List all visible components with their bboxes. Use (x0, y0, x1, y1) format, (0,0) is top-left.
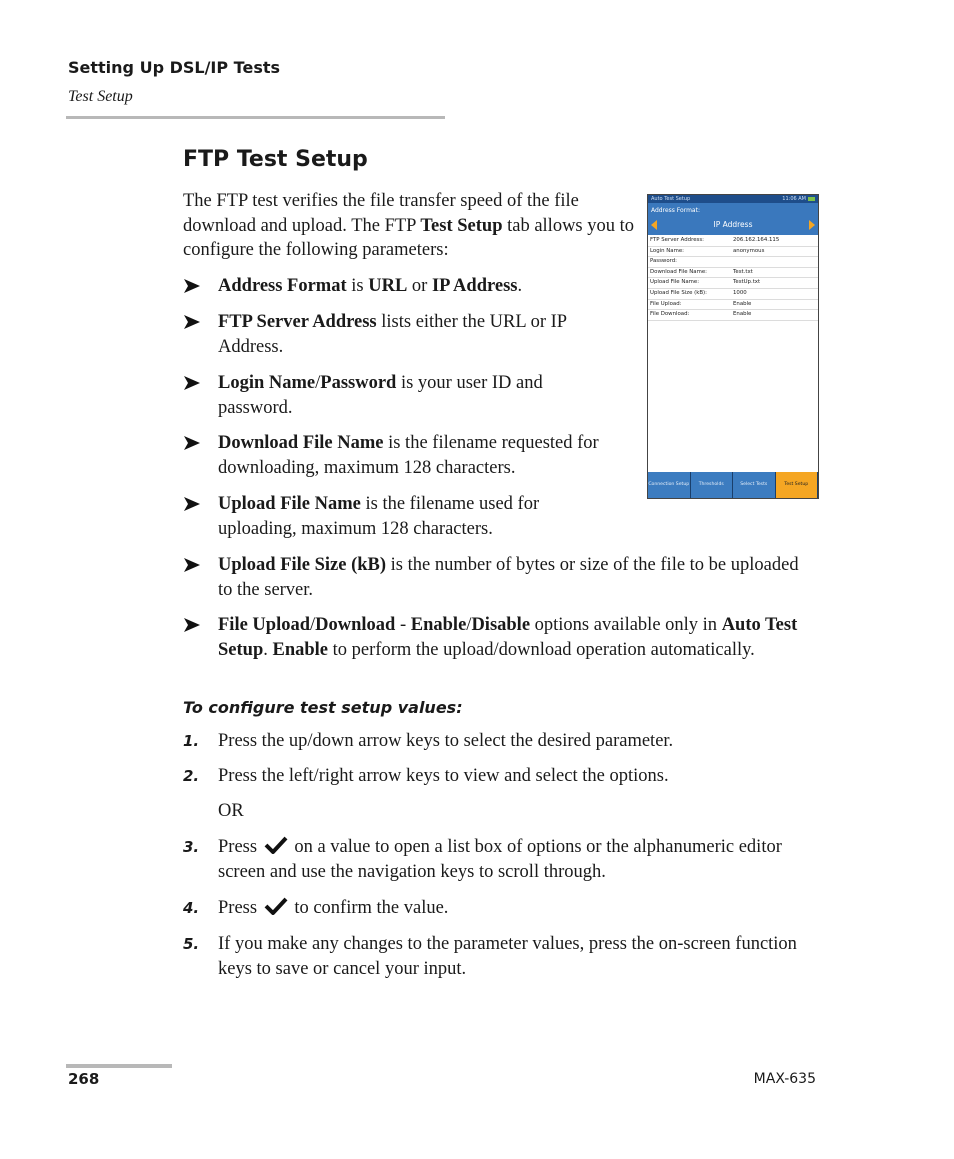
device-tab-thresholds[interactable]: Thresholds (691, 472, 734, 498)
parameter-name: Download File Name: (650, 268, 707, 275)
device-parameter-row[interactable] (648, 278, 818, 289)
bullet-arrow-icon (183, 495, 201, 513)
bullet-text-part: is the filename requested for downloading, maximum 128 characters. (218, 433, 599, 478)
parameter-name: Login Name: (650, 247, 684, 254)
procedure-or (183, 799, 823, 824)
device-parameter-list (648, 236, 818, 321)
bullet-arrow-icon (183, 374, 201, 392)
step-number: 1. (183, 732, 200, 750)
bullet-item (183, 371, 603, 420)
procedure-step (183, 896, 823, 921)
parameter-value: Enable (733, 311, 752, 318)
bullet-text-part: is your user ID and password. (218, 373, 543, 418)
bullet-text-part: lists either the URL or IP Address. (218, 312, 567, 357)
bullet-text-part: . (517, 276, 523, 296)
step-number: 2. (183, 767, 200, 785)
bullet-text-part: FTP Server Address (218, 312, 377, 332)
device-parameter-row[interactable] (648, 268, 818, 279)
bullet-text-part: Disable (471, 615, 531, 635)
device-address-format-selector[interactable] (648, 203, 818, 235)
header-divider (66, 116, 445, 119)
bullet-arrow-icon (183, 556, 201, 574)
parameter-value: 206.162.164.115 (733, 237, 780, 243)
step-number: 4. (183, 899, 200, 917)
bullet-text-part: Download File Name (218, 433, 384, 453)
procedure-step (183, 932, 823, 981)
or-text: OR (218, 801, 244, 821)
intro-text-bold: Test Setup (420, 215, 503, 236)
bullet-text-part: is the number of bytes or size of the file to be uploaded to the server. (218, 555, 799, 600)
address-format-label: Address Format: (651, 207, 700, 214)
section-title: FTP Test Setup (183, 147, 368, 172)
bullet-text-part: is (346, 276, 369, 296)
running-header-section: Setting Up DSL/IP Tests (68, 58, 281, 77)
step-text: Press the up/down arrow keys to select the desired parameter. (218, 731, 674, 751)
parameter-value: 1000 (733, 289, 747, 296)
step-text-pre: Press (218, 898, 258, 918)
parameter-name: File Download: (650, 311, 690, 318)
bullet-text-part: - (395, 615, 411, 635)
bullet-item (183, 492, 603, 541)
bullet-text-part: is the filename used for uploading, maximum 128 characters. (218, 494, 540, 539)
bullet-text-part: options available only in (530, 615, 722, 635)
device-tab-select-tests[interactable]: Select Tests (733, 472, 776, 498)
bullet-arrow-icon (183, 313, 201, 331)
intro-text-after: tab allows you to configure the following parameters: (183, 215, 635, 260)
parameter-name: FTP Server Address: (650, 237, 704, 243)
step-text: If you make any changes to the parameter values, press the on-screen function keys to save or cancel your input. (218, 934, 797, 979)
bullet-text-part: / (315, 373, 321, 393)
bullet-text-part: / (310, 615, 316, 635)
bullet-item (183, 431, 623, 480)
bullet-text-part: Download (315, 615, 396, 635)
bullet-text-part: URL (368, 276, 408, 296)
device-tab-test-setup[interactable]: Test Setup (776, 472, 819, 498)
device-parameter-row[interactable] (648, 289, 818, 300)
footer-divider (66, 1064, 172, 1068)
bullet-text-part: Upload File Size (kB) (218, 555, 387, 575)
bullet-text-part: . (263, 639, 273, 660)
parameter-name: Upload File Size (kB): (650, 289, 707, 296)
bullet-text-part: Enable (410, 615, 467, 635)
device-tab-bar (648, 472, 818, 498)
page-number: 268 (68, 1070, 100, 1088)
battery-icon (808, 197, 815, 201)
bullet-text-part: Address Format (218, 276, 347, 296)
bullet-item (183, 613, 803, 662)
device-tab-connection-setup[interactable]: Connection Setup (648, 472, 691, 498)
device-parameter-row[interactable] (648, 300, 818, 311)
step-text-pre: Press (218, 837, 258, 857)
device-parameter-row[interactable] (648, 257, 818, 268)
bullet-text-part: Upload File Name (218, 494, 361, 514)
bullet-text-part: to perform the upload/download operation automatically. (328, 639, 755, 660)
checkmark-icon (264, 836, 288, 854)
parameter-value: Test.txt (733, 268, 753, 275)
device-screenshot (647, 194, 819, 499)
step-text: Press the left/right arrow keys to view and select the options. (218, 766, 669, 786)
parameter-value: anonymous (733, 247, 765, 254)
device-window-title: Auto Test Setup (651, 196, 691, 202)
bullet-text-part: or (407, 276, 432, 296)
bullet-item (183, 553, 803, 602)
intro-text-before: The FTP test verifies the file transfer speed of the file download and upload. The FTP (183, 191, 579, 236)
step-text-post: on a value to open a list box of options or the alphanumeric editor screen and use the navigation keys to scroll through. (218, 837, 782, 882)
parameter-value: Enable (733, 300, 752, 307)
step-number: 5. (183, 935, 200, 953)
checkmark-icon (264, 897, 288, 915)
bullet-text-part: Auto Test Setup (218, 615, 798, 660)
bullet-text-part: Password (320, 373, 397, 393)
bullet-text-part: Login Name (218, 373, 316, 393)
procedure-step (183, 764, 823, 789)
device-parameter-row[interactable] (648, 310, 818, 321)
bullet-text-part: File Upload (218, 615, 310, 635)
bullet-item (183, 274, 603, 299)
bullet-text-part: IP Address (431, 276, 518, 296)
parameter-value: TestUp.txt (733, 279, 761, 286)
device-parameter-row[interactable] (648, 247, 818, 258)
intro-paragraph (183, 189, 643, 263)
device-status-bar (648, 195, 818, 203)
address-format-value: IP Address (713, 220, 753, 229)
procedure-title: To configure test setup values: (183, 698, 463, 717)
product-name: MAX-635 (753, 1071, 816, 1087)
bullet-arrow-icon (183, 434, 201, 452)
parameter-name: Upload File Name: (650, 279, 700, 286)
parameter-name: Password: (650, 258, 677, 265)
running-header-subsection: Test Setup (68, 88, 133, 105)
step-text-post: to confirm the value. (294, 898, 449, 918)
procedure-step (183, 729, 823, 754)
step-number: 3. (183, 838, 200, 856)
bullet-text-part: Enable (272, 639, 329, 660)
bullet-arrow-icon (183, 277, 201, 295)
bullet-arrow-icon (183, 616, 201, 634)
procedure-step (183, 835, 823, 884)
parameter-name: File Upload: (650, 300, 682, 307)
arrow-right-icon[interactable] (809, 220, 815, 230)
device-parameter-row[interactable] (648, 236, 818, 247)
bullet-text-part: / (466, 615, 472, 635)
bullet-item (183, 310, 603, 359)
device-clock: 11:06 AM (782, 196, 806, 202)
